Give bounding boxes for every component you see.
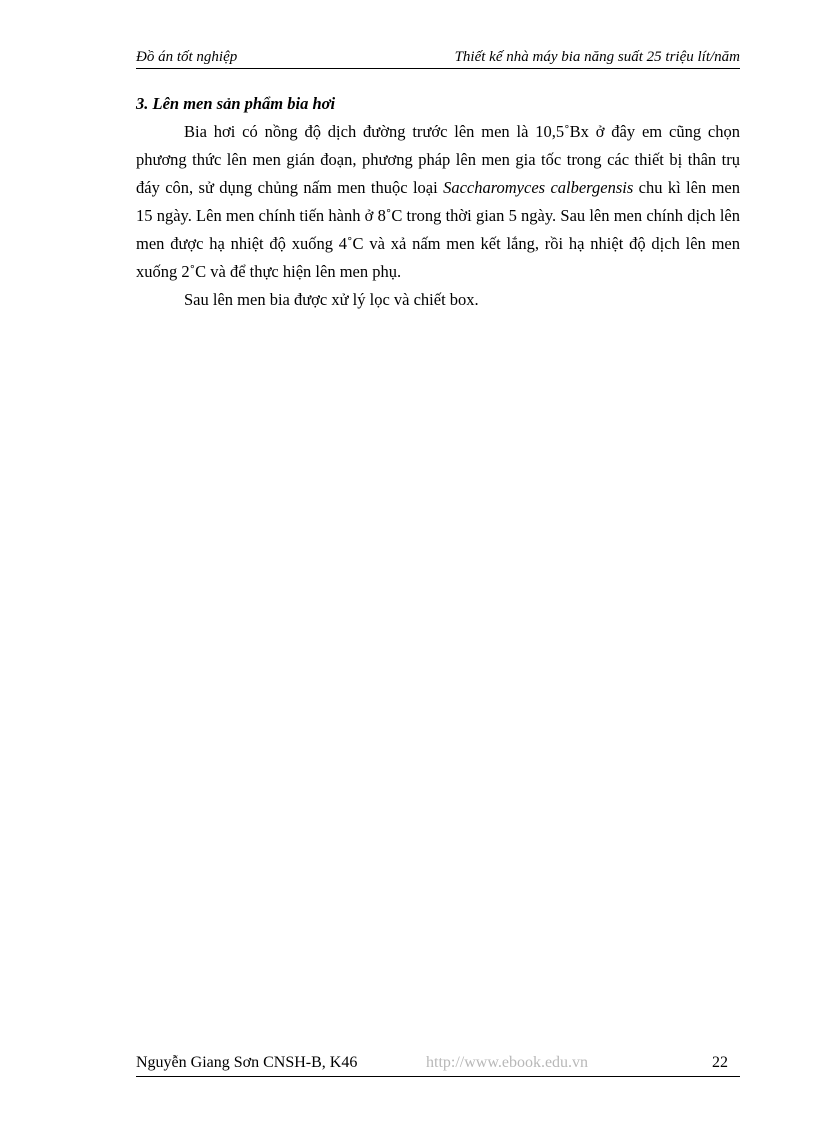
header-document-type: Đồ án tốt nghiệp (136, 49, 238, 65)
section-heading: 3. Lên men sản phẩm bia hơi (136, 94, 336, 113)
footer-author: Nguyễn Giang Sơn CNSH-B, K46 (136, 1054, 358, 1071)
paragraph-text-part1: Bia hơi có nồng độ dịch đường trước lên men là 10,5˚Bx ở đây em cũng chọn phương thức lên men gián đoạn, phương pháp lên men gia tốc trong các thiết bị thân trụ đáy côn, sử dụng chủng nấm men thuộc loại (136, 122, 740, 197)
header-document-title: Thiết kế nhà máy bia năng suất 25 triệu lít/năm (454, 49, 740, 65)
footer-url-link[interactable]: http://www.ebook.edu.vn (426, 1054, 589, 1071)
page-content (136, 90, 740, 314)
page-header (136, 48, 740, 69)
paragraph-fermentation (136, 118, 740, 286)
paragraph-filtering: Sau lên men bia được xử lý lọc và chiết box. (184, 290, 479, 309)
yeast-species-name: Saccharomyces calbergensis (443, 178, 634, 197)
page-number: 22 (712, 1054, 728, 1071)
paragraph-text-part2: chu kì lên men 15 ngày. Lên men chính tiến hành ở 8˚C trong thời gian 5 ngày. Sau lên men chính dịch lên men được hạ nhiệt độ xuống 4˚C và xả nấm men kết lắng, rồi hạ nhiệt độ dịch lên men xuống 2˚C và để thực hiện lên men phụ. (136, 178, 740, 281)
page-footer (136, 1054, 740, 1077)
